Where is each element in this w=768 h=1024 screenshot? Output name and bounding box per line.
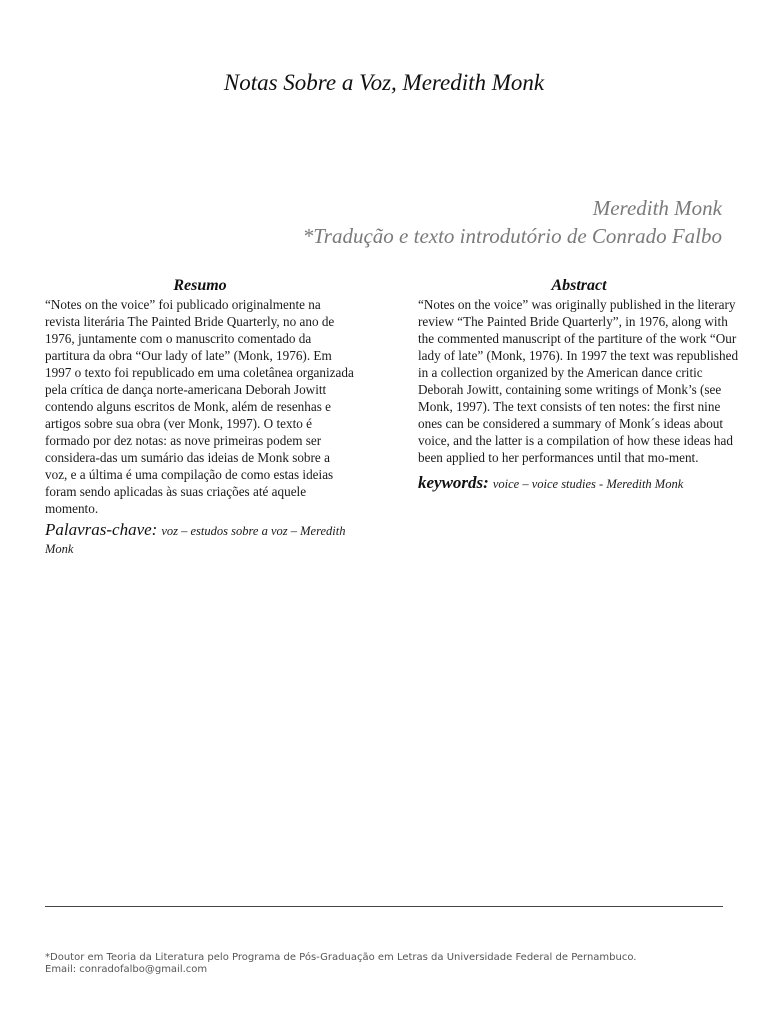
author-block xyxy=(162,194,722,250)
resumo-keywords xyxy=(45,521,355,558)
resumo-heading: Resumo xyxy=(173,277,227,294)
keywords-label: keywords: xyxy=(418,473,489,492)
palavras-chave-text: voz – estudos sobre a voz – Meredith Monk xyxy=(45,524,346,556)
abstract-section xyxy=(418,276,740,493)
palavras-chave-label: Palavras-chave: xyxy=(45,520,158,539)
article-title: Notas Sobre a Voz, Meredith Monk xyxy=(223,70,545,95)
footnote-divider xyxy=(45,906,723,907)
translation-credit: *Tradução e texto introdutório de Conrado Falbo xyxy=(302,224,722,248)
abstract-keywords xyxy=(418,474,740,493)
footnote xyxy=(45,952,745,976)
abstract-body: “Notes on the voice” was originally published in the literary review “The Painted Bride Quarterly”, in 1976, along with the commented manuscript of the partiture of the work “Our lady of late” (Monk, 1976). In 1997 the text was republished in a collection organized by the American dance critic Deborah Jowitt, containing some writings of Monk’s (see Monk, 1997). The text consists of ten notes: the first nine ones can be considered a summary of Monk´s ideas about voice, and the latter is a compilation of how these ideas had been applied to her performances until that mo-ment. xyxy=(418,297,739,465)
abstract-heading: Abstract xyxy=(551,277,607,294)
resumo-section xyxy=(45,276,355,558)
author-name: Meredith Monk xyxy=(592,196,722,220)
keywords-text: voice – voice studies - Meredith Monk xyxy=(492,477,684,491)
footnote-affiliation: *Doutor em Teoria da Literatura pelo Programa de Pós-Graduação em Letras da Universidade Federal de Pernambuco. xyxy=(45,952,637,963)
footnote-email: Email: conradofalbo@gmail.com xyxy=(45,964,208,975)
resumo-body: “Notes on the voice” foi publicado originalmente na revista literária The Painted Bride Quarterly, no ano de 1976, juntamente com o manuscrito comentado da partitura da obra “Our lady of late” (Monk, 1976). Em 1997 o texto foi republicado em uma coletânea organizada pela crítica de dança norte-americana Deborah Jowitt contendo alguns escritos de Monk, além de resenhas e artigos sobre sua obra (ver Monk, 1997). O texto é formado por dez notas: as nove primeiras podem ser considera-das um sumário das ideias de Monk sobre a voz, e a última é uma compilação de como estas ideias foram sendo aplicadas às suas criações até aquele momento. xyxy=(45,297,354,516)
